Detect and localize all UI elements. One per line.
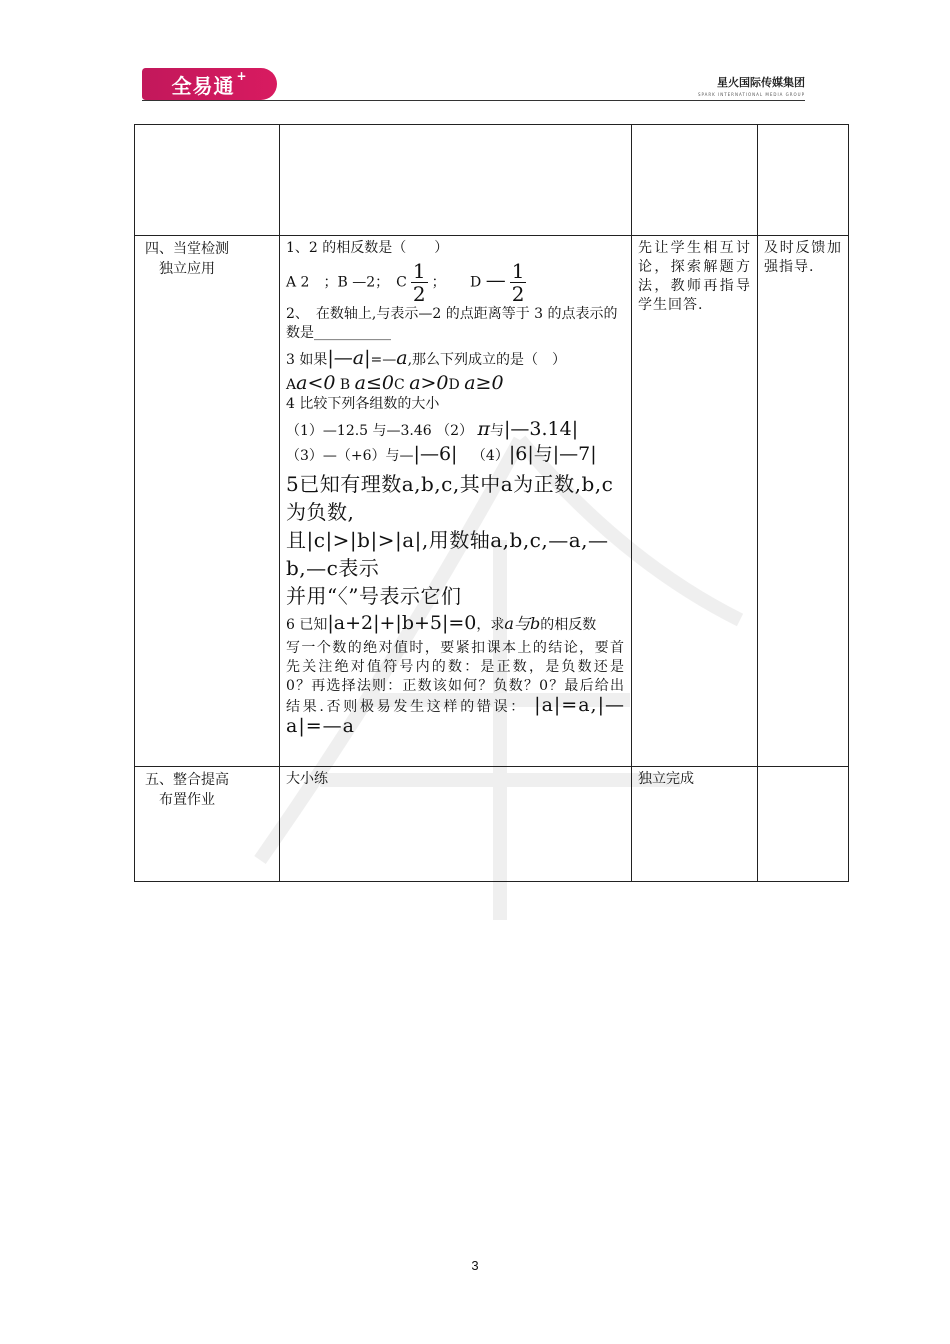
table-cell xyxy=(135,125,280,236)
page-number: 3 xyxy=(471,1258,479,1273)
q6-prefix: 6 已知 xyxy=(286,617,328,633)
q3-option-b-label: B xyxy=(339,377,351,393)
q3-option-b: a≤0 xyxy=(354,372,395,394)
q4-pi: π xyxy=(477,418,491,440)
q1-option-d-label: D xyxy=(470,274,482,291)
teaching-note-text: 写一个数的绝对值时，要紧扣课本上的结论，要首先关注绝对值符号内的数：是正数，是负数还是 0？再选择法则：正数该如何？负数？0？最后给出结果.否则极易发生这样的错误： xyxy=(286,640,625,715)
question-1: 1、2 的相反数是（ ） xyxy=(286,240,449,256)
fraction-d xyxy=(510,260,527,305)
question-4-part-1-2 xyxy=(286,420,625,441)
question-3-options xyxy=(286,374,625,395)
q4-part-3: （3）—（+6）与— xyxy=(286,448,414,464)
question-5-line-2: 且|c|>|b|>|a|,用数轴a,b,c,—a,—b,—c表示 xyxy=(286,528,609,580)
q6-expr: |a+2|+|b+5|=0 xyxy=(327,612,477,634)
teaching-note-expr: |a|=a,|—a|=—a xyxy=(286,694,625,737)
q6-mid: ，求 xyxy=(476,617,505,633)
question-5-line-1: 5已知有理数a,b,c,其中a为正数,b,c为负数, xyxy=(286,472,614,524)
brand-logo xyxy=(142,68,277,100)
fraction-denominator: 2 xyxy=(511,282,525,306)
q3-eq: =— xyxy=(370,352,397,368)
stage-title: 四、当堂检测 xyxy=(145,241,229,257)
question-3 xyxy=(286,349,625,370)
q3-option-c: a>0 xyxy=(409,372,449,394)
q1-options-text: A 2 ；B —2； C xyxy=(286,274,407,291)
teacher-activity-cell: 及时反馈加强指导. xyxy=(758,236,849,767)
logo-text: 全易通 xyxy=(171,73,235,98)
student-activity-cell: 先让学生相互讨论，探索解题方法，教师再指导学生回答. xyxy=(632,236,758,767)
question-4-part-3-4 xyxy=(286,445,625,466)
table-row-homework xyxy=(135,767,849,882)
question-1-options xyxy=(286,260,625,305)
q3-suffix: ,那么下列成立的是（ ） xyxy=(407,352,567,368)
q4-part-1: （1）—12.5 与—3.46 （2） xyxy=(286,423,474,439)
q3-option-a-label: A xyxy=(286,377,297,393)
stage-subtitle: 布置作业 xyxy=(159,792,215,808)
question-6 xyxy=(286,614,625,635)
q3-prefix: 3 如果 xyxy=(286,352,328,368)
q3-abs-expr: |—a| xyxy=(327,347,371,369)
lesson-plan-table xyxy=(134,124,849,882)
table-cell xyxy=(758,125,849,236)
student-activity-cell: 独立完成 xyxy=(632,767,758,882)
question-4: 4 比较下列各组数的大小 xyxy=(286,396,440,412)
q3-option-a: a<0 xyxy=(296,372,336,394)
q4-with: 与 xyxy=(490,423,505,439)
q3-option-c-label: C xyxy=(394,377,405,393)
stage-cell xyxy=(135,236,280,767)
header-divider xyxy=(142,100,805,101)
question-2: 2、 在数轴上,与表示—2 的点距离等于 3 的点表示的数是___________ xyxy=(286,306,618,341)
q3-option-d: a≥0 xyxy=(464,372,504,394)
fraction-numerator: 1 xyxy=(412,259,426,283)
brand-name-en: SPARK INTERNATIONAL MEDIA GROUP xyxy=(697,92,805,97)
q3-option-d-label: D xyxy=(448,377,460,393)
q4-part-4: （4） xyxy=(471,448,509,464)
brand-name-cn: 星火国际传媒集团 xyxy=(717,76,805,89)
question-5-line-3: 并用“〈”号表示它们 xyxy=(286,584,462,608)
content-cell xyxy=(280,236,632,767)
stage-cell xyxy=(135,767,280,882)
q6-vars: a与b xyxy=(504,614,541,633)
fraction-denominator: 2 xyxy=(412,282,426,306)
q1-semicolon: ； xyxy=(431,274,446,291)
q1-option-d-minus: — xyxy=(485,267,506,292)
stage-title: 五、整合提高 xyxy=(145,772,229,788)
brand-block xyxy=(698,74,805,97)
table-cell xyxy=(280,125,632,236)
content-cell: 大小练 xyxy=(280,767,632,882)
q4-abs-2: |—6| xyxy=(413,443,458,465)
fraction-c xyxy=(411,260,428,305)
q4-abs-3: |6|与|—7| xyxy=(508,443,597,465)
table-cell xyxy=(632,125,758,236)
fraction-numerator: 1 xyxy=(511,259,525,283)
q4-abs-1: |—3.14| xyxy=(504,418,579,440)
q3-var: a xyxy=(396,347,408,369)
table-row-empty xyxy=(135,125,849,236)
teacher-activity-cell xyxy=(758,767,849,882)
teaching-note xyxy=(286,639,625,738)
table-row-practice xyxy=(135,236,849,767)
logo-star-icon: + xyxy=(236,69,248,83)
q6-suffix: 的相反数 xyxy=(540,617,597,633)
stage-subtitle: 独立应用 xyxy=(159,261,215,277)
